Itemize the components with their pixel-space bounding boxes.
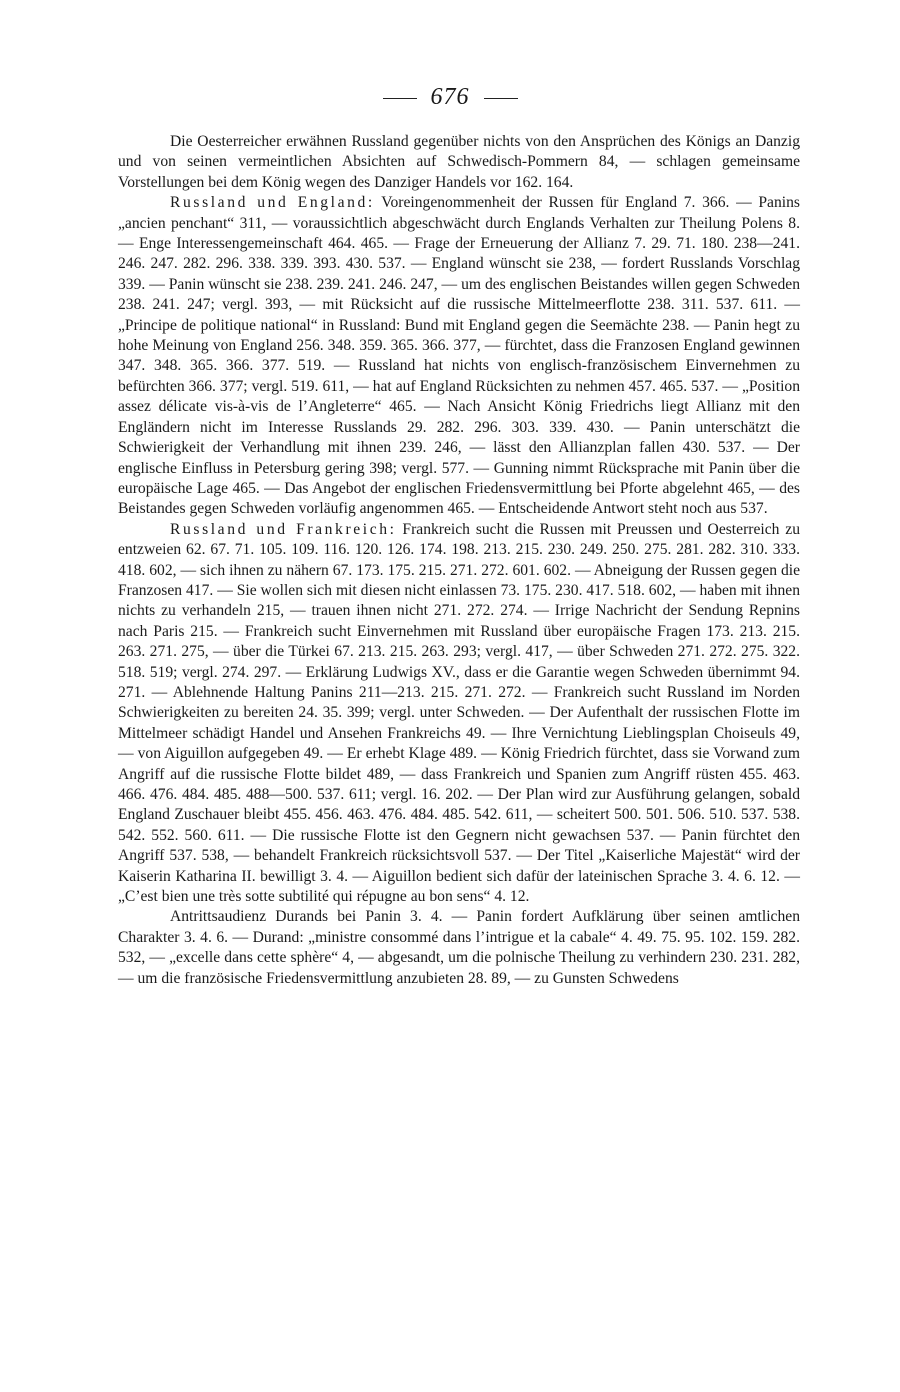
paragraph-oesterreicher <box>118 132 800 193</box>
entry-heading: Russland und England: <box>170 194 375 212</box>
header-right-rule <box>484 98 518 99</box>
paragraph-text: Frankreich sucht die Russen mit Preussen und Oesterreich zu entzweien 62. 67. 71. 105. 109. 116. 120. 126. 174. 198. 213. 215. 230. 249. 250. 275. 281. 282. 310. 333. 418. 602, — sich ihnen zu nähern 67. 173. 175. 215. 271. 272. 601. 602. — Abneigung der Russen gegen die Franzosen 417. — Sie wollen sich mit diesen nicht einlassen 73. 175. 230. 417. 518. 602, — haben mit ihnen nichts zu verhandeln 215, — trauen ihnen nicht 271. 272. 274. — Irrige Nachricht der Sendung Repnins nach Paris 215. — Frankreich sucht Einvernehmen mit Russland über europäische Fragen 173. 213. 215. 263. 271. 275, — über die Türkei 67. 213. 215. 263. 293; vergl. 417, — über Schweden 271. 272. 275. 322. 518. 519; vergl. 274. 297. — Erklärung Ludwigs XV., dass er die Garantie wegen Schweden übernimmt 94. 271. — Ablehnende Haltung Panins 211—213. 215. 271. 272. — Frankreich sucht Russland im Norden Schwierigkeiten zu bereiten 24. 35. 399; vergl. unter Schweden. — Der Aufenthalt der russischen Flotte im Mittelmeer schädigt Handel und Ansehen Frankreichs 49. — Ihre Vernichtung Lieblingsplan Choiseuls 49, — von Aiguillon aufgegeben 49. — Er erhebt Klage 489. — König Friedrich fürchtet, dass sie Vorwand zum Angriff auf die russische Flotte bildet 489, — dass Frankreich und Spanien zum Angriff rüsten 455. 463. 466. 476. 484. 485. 488—500. 537. 611; vergl. 16. 202. — Der Plan wird zur Ausführung gelangen, sobald England Zuschauer bleibt 455. 456. 463. 476. 484. 485. 542. 611, — scheitert 500. 501. 506. 510. 537. 538. 542. 552. 560. 611. — Die russische Flotte ist den Gegnern nicht gewachsen 537. — Panin fürchtet den Angriff 537. 538, — behandelt Frankreich rücksichtsvoll 537. — Der Titel „Kaiserliche Majestät“ wird der Kaiserin Katharina II. bewilligt 3. 4. — Aiguillon bedient sich dafür der lateinischen Sprache 3. 4. 6. 12. — „C’est bien une très sotte subtilité qui répugne au bon sens“ 4. 12. <box>118 520 800 906</box>
page-number: 676 <box>430 84 470 110</box>
paragraph-russland-frankreich <box>118 520 800 908</box>
paragraph-text: Die Oesterreicher erwähnen Russland gegenüber nichts von den Ansprüchen des Königs an Danzig und von seinen vermeintlichen Absichten auf Schwedisch-Pommern 84, — schlagen gemeinsame Vorstellungen bei dem König wegen des Danziger Handels vor 162. 164. <box>118 133 800 191</box>
header-left-rule <box>383 98 417 99</box>
page-header <box>0 84 900 111</box>
paragraph-durand <box>118 907 800 989</box>
entry-heading: Russland und Frankreich: <box>170 520 397 538</box>
paragraph-text: Antrittsaudienz Durands bei Panin 3. 4. — Panin fordert Aufklärung über seinen amtlichen Charakter 3. 4. 6. — Durand: „ministre consommé dans l’intrigue et la cabale“ 4. 49. 75. 95. 102. 159. 282. 532, — „excelle dans cette sphère“ 4, — abgesandt, um die polnische Theilung zu verhindern 230. 231. 282, — um die französische Friedensvermittlung anzubieten 28. 89, — zu Gunsten Schwedens <box>118 908 800 987</box>
paragraph-text: Voreingenommenheit der Russen für England 7. 366. — Panins „ancien penchant“ 311, — voraussichtlich abgeschwächt durch Englands Verhalten zur Theilung Polens 8. — Enge Interessengemeinschaft 464. 465. — Frage der Erneuerung der Allianz 7. 29. 71. 180. 238—241. 246. 247. 282. 296. 338. 339. 393. 430. 537. — England wünscht sie 238, — fordert Russlands Vorschlag 339. — Panin wünscht sie 238. 239. 241. 246. 247, — um des englischen Beistandes willen gegen Schweden 238. 241. 247; vergl. 393, — mit Rücksicht auf die russische Mittelmeerflotte 238. 311. 537. 611. — „Principe de politique national“ in Russland: Bund mit England gegen die Seemächte 238. — Panin hegt zu hohe Meinung von England 256. 348. 359. 365. 366. 377, — fürchtet, dass die Franzosen England gewinnen 347. 348. 365. 366. 377. 519. — Russland hat nichts von englisch-französischem Einvernehmen zu befürchten 366. 377; vergl. 519. 611, — hat auf England Rücksichten zu nehmen 457. 465. 537. — „Position assez délicate vis-à-vis de l’Angleterre“ 465. — Nach Ansicht König Friedrichs liegt Allianz mit den Engländern nicht im Interesse Russlands 29. 282. 296. 303. 339. 430. — Panin unterschätzt die Schwierigkeit der Verhandlung mit ihnen 239. 246, — lässt den Allianzplan fallen 430. 537. — Der englische Einfluss in Petersburg gering 398; vergl. 577. — Gunning nimmt Rücksprache mit Panin über die europäische Lage 465. — Das Angebot der englischen Friedensvermittlung bei Pforte abgelehnt 465, — des Beistandes gegen Schweden vorläufig angenommen 465. — Entscheidende Antwort steht noch aus 537. <box>118 194 800 518</box>
index-text-body <box>118 132 800 989</box>
paragraph-russland-england <box>118 193 800 520</box>
